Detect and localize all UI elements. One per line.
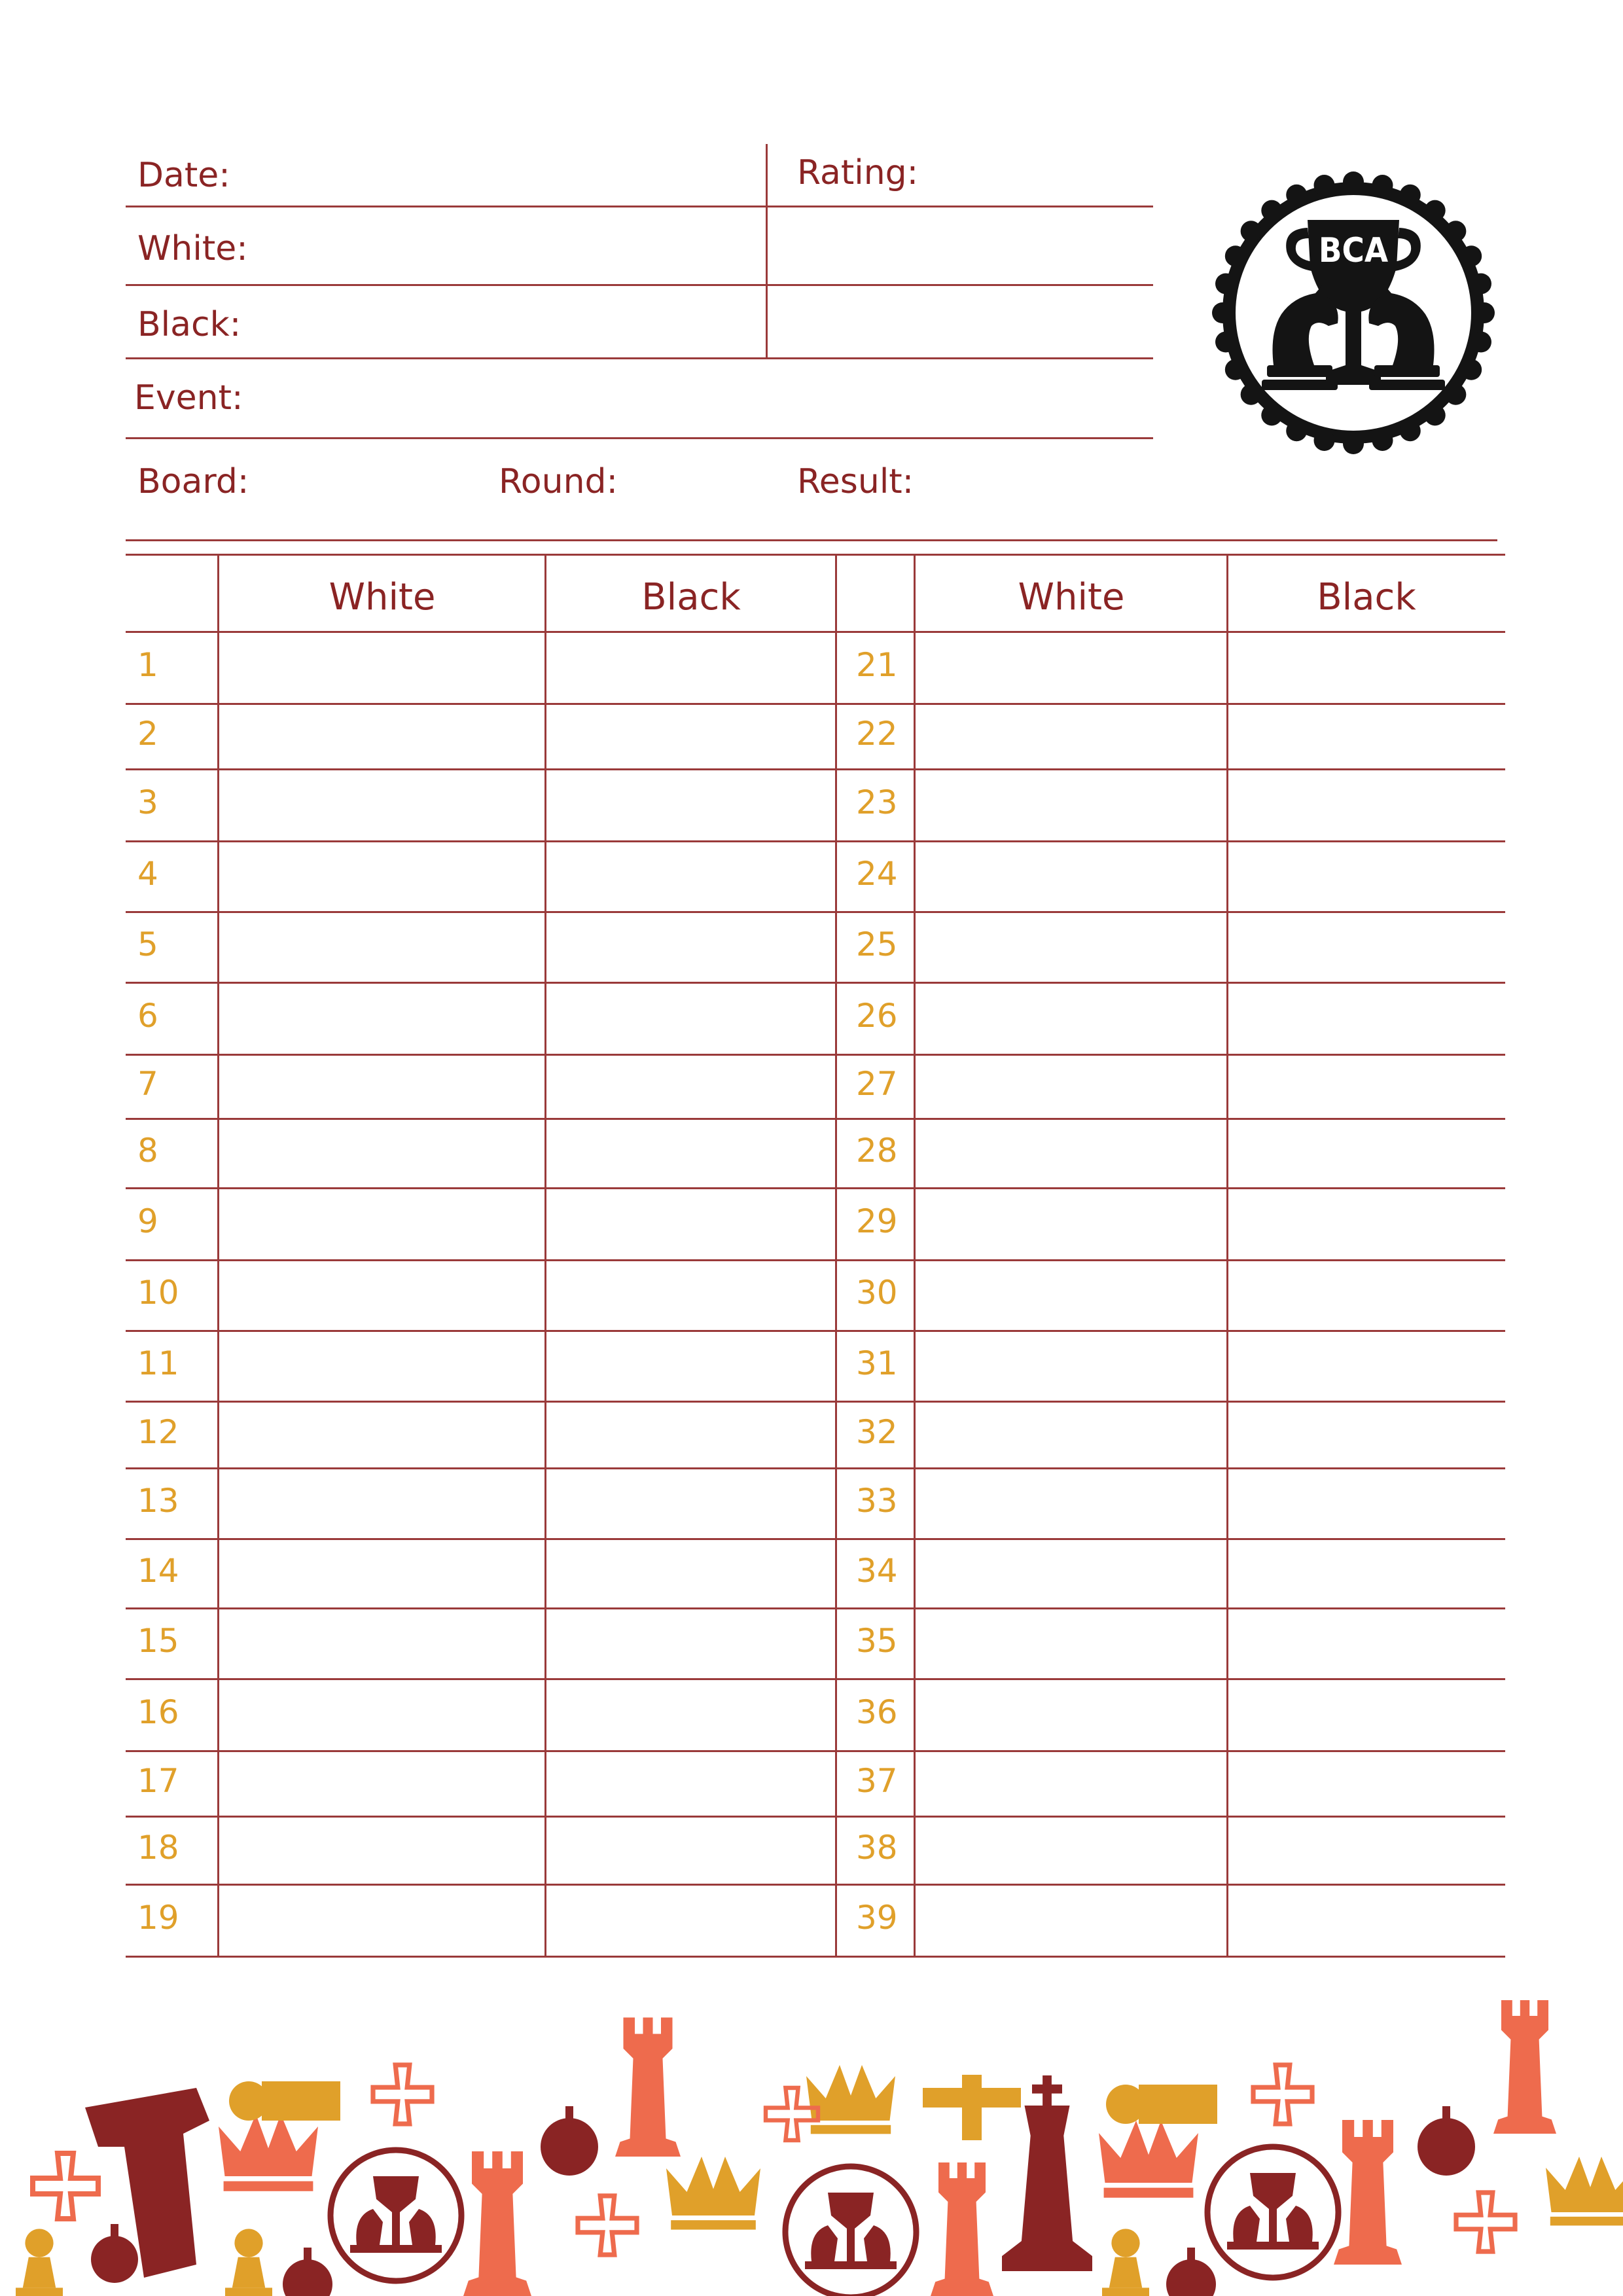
cross-icon	[1253, 2065, 1312, 2124]
right-move-number: 24	[856, 855, 898, 893]
pawn-icon-body	[232, 2257, 265, 2288]
right-move-number: 21	[856, 646, 898, 684]
king-icon	[1002, 2106, 1092, 2271]
crown-icon	[1099, 2121, 1198, 2183]
table-row-line	[126, 1467, 1505, 1469]
left-move-number: 16	[137, 1693, 179, 1731]
right-move-number: 26	[856, 997, 898, 1035]
right-move-number: 34	[856, 1552, 898, 1590]
orb-icon	[1418, 2118, 1475, 2176]
left-move-number: 19	[137, 1899, 179, 1937]
crown-icon-base	[1550, 2217, 1623, 2226]
rook-icon	[1493, 2000, 1556, 2134]
left-move-number: 15	[137, 1622, 179, 1660]
bca-badge-icon-stem	[392, 2209, 400, 2245]
date-label: Date:	[137, 156, 230, 195]
fallen-pawn-head-icon	[1106, 2085, 1145, 2124]
orb-icon	[541, 2118, 598, 2176]
table-column-line	[217, 554, 219, 1958]
left-move-number: 17	[137, 1762, 179, 1800]
right-move-number: 28	[856, 1132, 898, 1170]
right-move-number: 35	[856, 1622, 898, 1660]
table-row-line	[126, 1538, 1505, 1540]
left-move-number: 12	[137, 1413, 179, 1451]
round-label: Round:	[499, 462, 618, 501]
fallen-pawn-icon	[1139, 2085, 1217, 2124]
right-move-number: 23	[856, 783, 898, 821]
fallen-pawn-icon	[262, 2081, 340, 2121]
table-row-line	[126, 768, 1505, 770]
table-row-line	[126, 1678, 1505, 1680]
logo-text: BCA	[1318, 231, 1389, 270]
orb-icon-top	[1442, 2106, 1450, 2121]
chess-pieces-footer	[0, 1990, 1623, 2296]
bca-logo	[1209, 169, 1497, 457]
event-label: Event:	[134, 378, 243, 418]
bca-badge-icon-base	[805, 2261, 897, 2269]
left-move-number: 5	[137, 925, 158, 963]
right-move-number: 22	[856, 715, 898, 753]
table-column-line	[1226, 554, 1228, 1958]
right-move-number: 29	[856, 1202, 898, 1240]
right-move-number: 30	[856, 1274, 898, 1312]
bca-badge-icon-knight-l	[811, 2225, 838, 2261]
left-move-number: 13	[137, 1482, 179, 1520]
table-column-line	[835, 554, 837, 1958]
table-row-line	[126, 840, 1505, 842]
table-row-line	[126, 1956, 1505, 1958]
left-move-number: 2	[137, 715, 158, 753]
col-head-white-right: White	[1018, 576, 1125, 619]
left-move-number: 10	[137, 1274, 179, 1312]
crown-icon-base	[671, 2220, 756, 2229]
table-row-line	[126, 1330, 1505, 1332]
orb-icon-top	[1187, 2248, 1195, 2262]
board-label: Board:	[137, 462, 249, 501]
table-row-line	[126, 1401, 1505, 1403]
bca-badge-icon-base	[350, 2245, 442, 2253]
rook-icon	[1334, 2120, 1402, 2265]
orb-icon	[283, 2259, 332, 2296]
table-row-line	[126, 911, 1505, 913]
table-row-line	[126, 1054, 1505, 1056]
orb-icon-top	[565, 2106, 573, 2121]
right-move-number: 39	[856, 1899, 898, 1937]
left-move-number: 7	[137, 1065, 158, 1103]
white-underline	[126, 284, 1153, 286]
table-row-line	[126, 1118, 1505, 1120]
rook-icon	[463, 2151, 531, 2296]
left-move-number: 1	[137, 646, 158, 684]
cross-icon	[1456, 2193, 1515, 2251]
table-row-line	[126, 703, 1505, 705]
black-underline	[126, 357, 1153, 359]
col-head-black-right: Black	[1317, 576, 1416, 619]
table-row-line	[126, 1259, 1505, 1261]
left-move-number: 4	[137, 855, 158, 893]
bca-badge-icon-knight-r	[1286, 2206, 1313, 2242]
header-divider	[766, 144, 768, 359]
table-header-line	[126, 631, 1505, 633]
right-move-number: 38	[856, 1829, 898, 1867]
pawn-icon-body	[23, 2257, 56, 2288]
crown-icon-base	[1104, 2188, 1194, 2198]
bca-badge-icon-stem	[1269, 2206, 1277, 2242]
table-row-line	[126, 1884, 1505, 1886]
left-move-number: 11	[137, 1344, 179, 1382]
table-row-line	[126, 1816, 1505, 1818]
rook-icon	[615, 2018, 681, 2157]
rook-icon	[931, 2162, 993, 2296]
bca-badge-icon-base	[1227, 2242, 1319, 2250]
left-move-number: 6	[137, 997, 158, 1035]
pawn-icon-base	[16, 2287, 63, 2296]
table-column-line	[914, 554, 916, 1958]
right-move-number: 36	[856, 1693, 898, 1731]
crown-icon	[1546, 2157, 1623, 2212]
date-underline	[126, 206, 1153, 207]
table-row-line	[126, 1607, 1505, 1609]
pawn-icon-body	[1109, 2257, 1142, 2288]
result-underline	[126, 539, 1497, 541]
left-move-number: 8	[137, 1132, 158, 1170]
right-move-number: 33	[856, 1482, 898, 1520]
cross-icon	[373, 2065, 432, 2124]
crown-icon-base	[224, 2181, 313, 2191]
right-move-number: 25	[856, 925, 898, 963]
left-move-number: 9	[137, 1202, 158, 1240]
pawn-icon-base	[1102, 2287, 1149, 2296]
cross-icon	[33, 2153, 98, 2219]
col-head-white-left: White	[329, 576, 436, 619]
col-head-black-left: Black	[641, 576, 741, 619]
orb-icon	[91, 2236, 138, 2283]
bca-badge-icon-knight-l	[1233, 2206, 1260, 2242]
table-row-line	[126, 982, 1505, 984]
bca-badge-icon-knight-l	[356, 2209, 383, 2245]
cross-icon	[578, 2196, 637, 2255]
crown-icon	[219, 2114, 318, 2176]
pawn-icon	[1111, 2229, 1139, 2257]
right-move-number: 27	[856, 1065, 898, 1103]
fallen-pawn-head-icon	[229, 2081, 268, 2121]
black-player-label: Black:	[137, 305, 241, 344]
left-move-number: 14	[137, 1552, 179, 1590]
left-move-number: 3	[137, 783, 158, 821]
rating-label: Rating:	[797, 153, 919, 192]
table-column-line	[544, 554, 546, 1958]
table-row-line	[126, 1187, 1505, 1189]
bca-badge-icon-knight-r	[864, 2225, 891, 2261]
king-icon-cross-h	[1032, 2085, 1062, 2094]
table-row-line	[126, 1750, 1505, 1752]
crown-icon	[666, 2157, 760, 2215]
result-label: Result:	[797, 462, 914, 501]
event-underline	[126, 437, 1153, 439]
orb-icon-top	[304, 2248, 312, 2262]
cross-icon	[923, 2075, 1021, 2140]
left-move-number: 18	[137, 1829, 179, 1867]
crown-icon-base	[811, 2125, 891, 2134]
table-top-line	[126, 554, 1505, 556]
orb-icon	[1166, 2259, 1216, 2296]
right-move-number: 37	[856, 1762, 898, 1800]
orb-icon-top	[111, 2224, 118, 2238]
pawn-icon	[25, 2229, 53, 2257]
right-move-number: 32	[856, 1413, 898, 1451]
right-move-number: 31	[856, 1344, 898, 1382]
pawn-icon	[234, 2229, 262, 2257]
white-player-label: White:	[137, 229, 248, 268]
bca-badge-icon-knight-r	[409, 2209, 436, 2245]
bca-badge-icon-stem	[847, 2225, 855, 2261]
pawn-icon-base	[225, 2287, 272, 2296]
